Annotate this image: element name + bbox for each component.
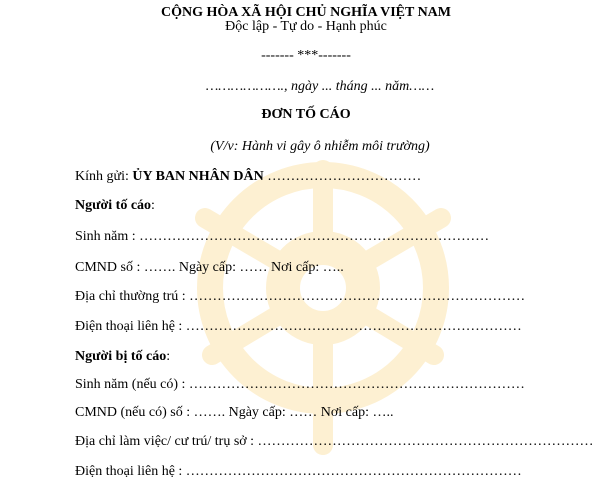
- recipient-blank: ……………………………: [263, 169, 422, 184]
- accused-heading: Người bị tố cáo: [75, 349, 167, 364]
- accused-heading-line: [75, 349, 170, 365]
- date-line: ………………., ngày ... tháng ... năm……: [205, 79, 435, 94]
- accused-birth-year-field: Sinh năm (nếu có) : ………………………………………………………………: [75, 377, 525, 392]
- recipient-label: Kính gửi:: [75, 169, 133, 184]
- motto: Độc lập - Tự do - Hạnh phúc: [225, 19, 387, 34]
- colon: :: [166, 349, 171, 364]
- accuser-birth-year-field: Sinh năm : …………………………………………………………………: [75, 229, 490, 244]
- recipient-value: ỦY BAN NHÂN DÂN: [132, 169, 264, 184]
- accuser-id-field: CMND số : ……. Ngày cấp: …… Nơi cấp: …..: [75, 260, 344, 275]
- recipient-line: [75, 169, 421, 185]
- accused-phone-field: Điện thoại liên hệ : ………………………………………………………………: [75, 464, 522, 479]
- accuser-phone-field: Điện thoại liên hệ : ………………………………………………………………: [75, 319, 522, 334]
- nation-heading: CỘNG HÒA XÃ HỘI CHỦ NGHĨA VIỆT NAM: [160, 5, 451, 20]
- document-title: ĐƠN TỐ CÁO: [261, 107, 351, 122]
- accuser-heading-line: [75, 198, 155, 214]
- separator: ------- ***-------: [261, 48, 351, 63]
- accused-id-field: CMND (nếu có) số : ……. Ngày cấp: …… Nơi cấp: …..: [75, 405, 394, 420]
- subject-line: (V/v: Hành vi gây ô nhiễm môi trường): [210, 139, 430, 154]
- accuser-heading: Người tố cáo: [75, 198, 152, 213]
- accuser-address-field: Địa chỉ thường trú : ………………………………………………………………: [75, 289, 526, 304]
- colon: :: [151, 198, 155, 213]
- accused-address-field: Địa chỉ làm việc/ cư trú/ trụ sở : ………………………………………………………………: [75, 434, 594, 449]
